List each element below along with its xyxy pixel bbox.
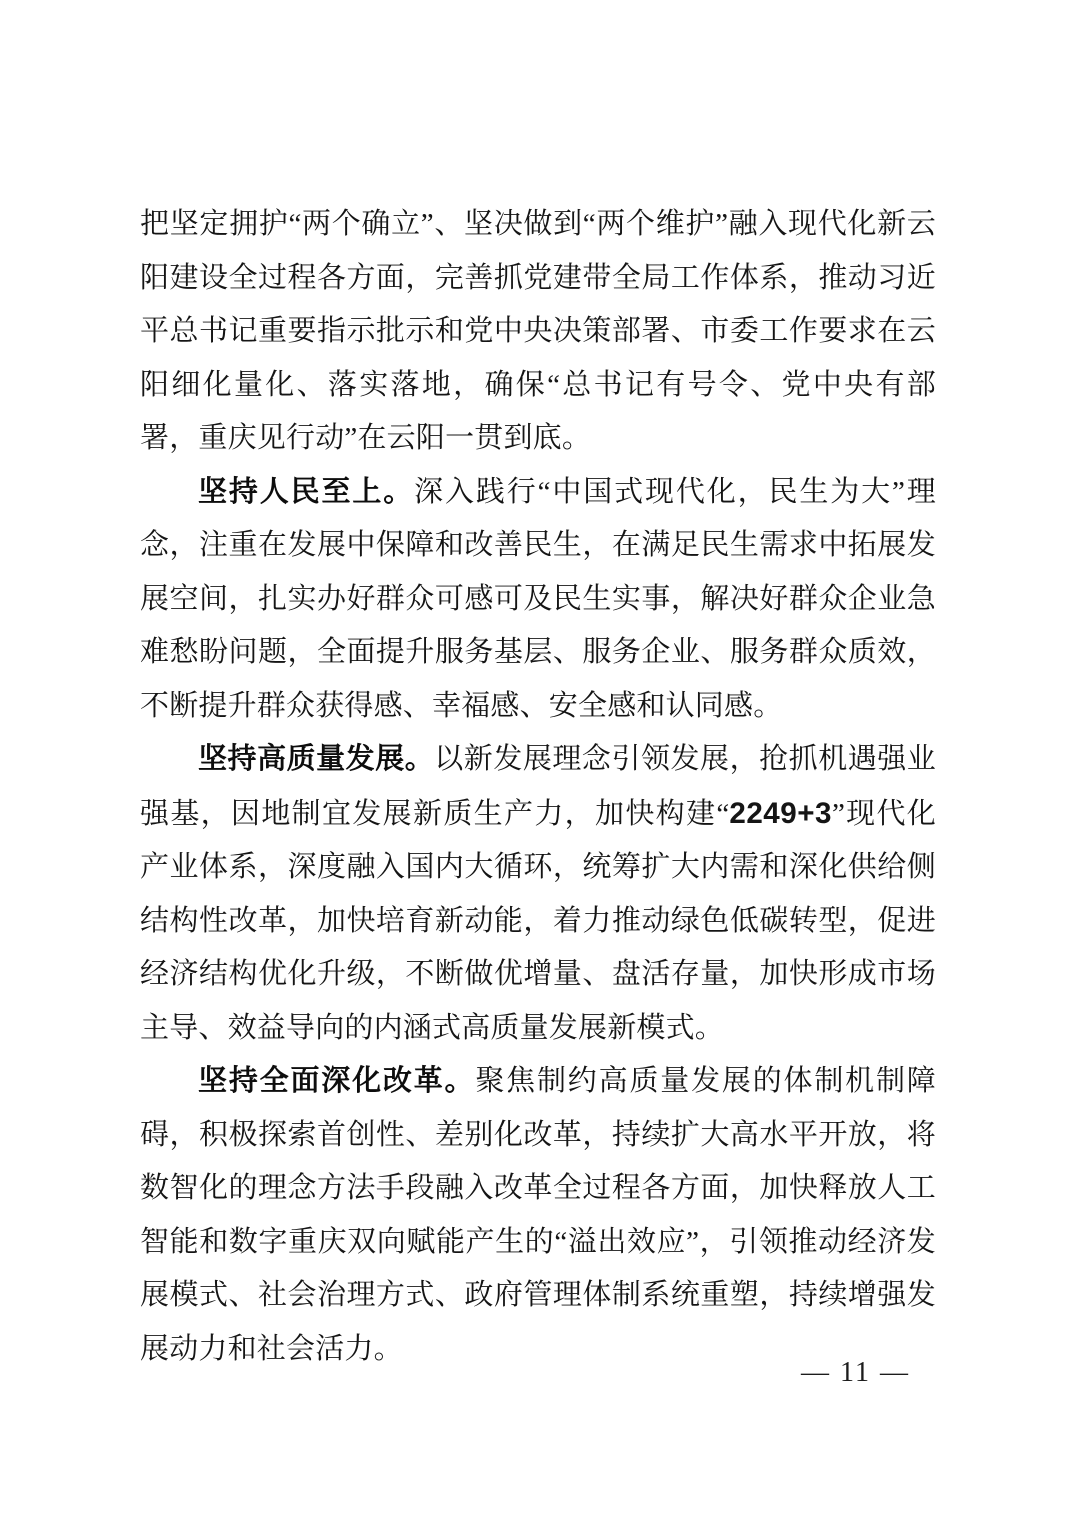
paragraph-lead: 坚持高质量发展。 bbox=[198, 743, 435, 775]
paragraph-body: 深入践行“中国式现代化，民生为大”理念，注重在发展中保障和改善民生，在满足民生需求中拓展发展空间，扎实办好群众可感可及民生实事，解决好群众企业急难愁盼问题，全面提升服务基层、服务企业、服务群众质效，不断提升群众获得感、幸福感、安全感和认同感。 bbox=[140, 475, 936, 722]
paragraph-continuation bbox=[140, 198, 936, 466]
paragraph-lead: 坚持人民至上。 bbox=[198, 475, 415, 508]
paragraph bbox=[140, 733, 936, 1055]
text-block bbox=[140, 198, 936, 1376]
paragraph-body: 聚焦制约高质量发展的体制机制障碍，积极探索首创性、差别化改革，持续扩大高水平开放，将数智化的理念方法手段融入改革全过程各方面，加快释放人工智能和数字重庆双向赋能产生的“溢出效应”，引领推动经济发展模式、社会治理方式、政府管理体制系统重塑，持续增强发展动力和社会活力。 bbox=[140, 1065, 936, 1365]
paragraph-body: ”现代化产业体系，深度融入国内大循环，统筹扩大内需和深化供给侧结构性改革，加快培育新动能，着力推动绿色低碳转型，促进经济结构优化升级，不断做优增量、盘活存量，加快形成市场主导、效益导向的内涵式高质量发展新模式。 bbox=[140, 797, 937, 1044]
paragraph bbox=[140, 1055, 936, 1376]
page-number: — 11 — bbox=[801, 1357, 910, 1388]
paragraph-lead: 坚持全面深化改革。 bbox=[198, 1065, 476, 1097]
paragraph bbox=[140, 466, 936, 734]
paragraph-body: 以新发展理念引领发展，抢抓机遇强业强基，因地制宜发展新质生产力，加快构建“ bbox=[140, 743, 936, 830]
figure-highlight: 2249+3 bbox=[729, 796, 832, 830]
paragraph-body: 把坚定拥护“两个确立”、坚决做到“两个维护”融入现代化新云阳建设全过程各方面，完善抓党建带全局工作体系，推动习近平总书记重要指示批示和党中央决策部署、市委工作要求在云阳细化量化、落实落地，确保“总书记有号令、党中央有部署，重庆见行动”在云阳一贯到底。 bbox=[140, 208, 936, 454]
